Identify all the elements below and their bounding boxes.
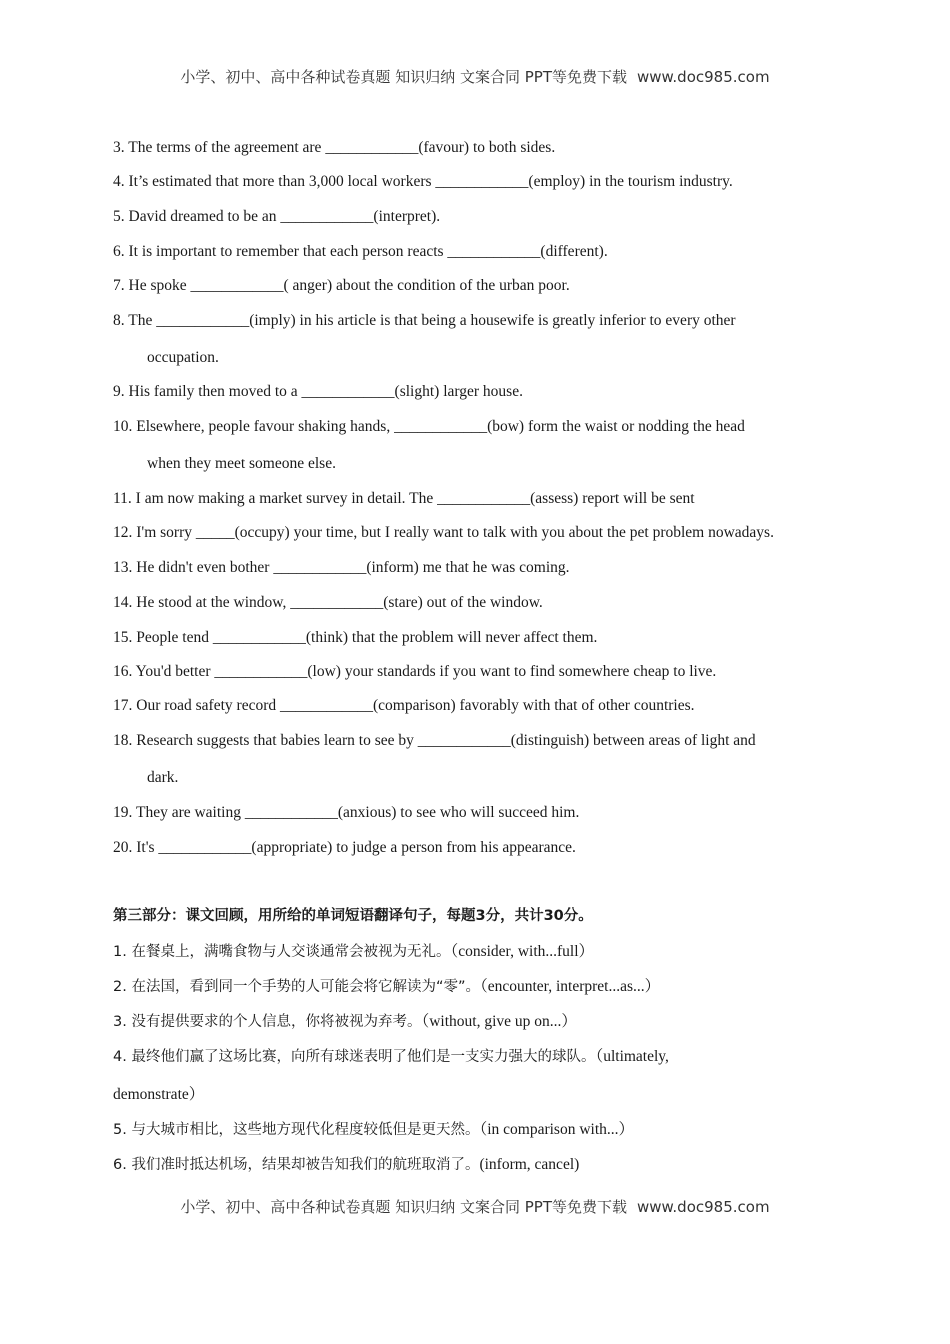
translation-item-4 (113, 1047, 669, 1067)
question-3: 3. The terms of the agreement are ____________(favour) to both sides. (113, 139, 556, 156)
question-7: 7. He spoke ____________( anger) about the condition of the urban poor. (113, 277, 570, 294)
question-19: 19. They are waiting ____________(anxious) to see who will succeed him. (113, 804, 580, 821)
translation-6-hint: (inform, cancel) (479, 1156, 580, 1173)
page-footer (0, 1196, 950, 1217)
header-text: 小学、初中、高中各种试卷真题 知识归纳 文案合同 PPT等免费下载 (180, 68, 627, 86)
translation-6-zh: 6. 我们准时抵达机场，结果却被告知我们的航班取消了。 (113, 1157, 480, 1173)
translation-4-hint-cont: demonstrate） (113, 1086, 205, 1103)
question-6: 6. It is important to remember that each person reacts ____________(different). (113, 243, 608, 260)
question-9: 9. His family then moved to a ____________(slight) larger house. (113, 383, 523, 400)
footer-text: 小学、初中、高中各种试卷真题 知识归纳 文案合同 PPT等免费下载 (180, 1198, 627, 1216)
page-header (0, 66, 950, 87)
question-12: 12. I'm sorry _____(occupy) your time, but I really want to talk with you about the pet problem nowadays. (113, 524, 774, 541)
question-14: 14. He stood at the window, ____________(stare) out of the window. (113, 594, 543, 611)
question-10-cont: when they meet someone else. (147, 455, 336, 472)
translation-4-hint: （ultimately, (595, 1048, 669, 1065)
question-13: 13. He didn't even bother ____________(inform) me that he was coming. (113, 559, 570, 576)
translation-3-hint: （without, give up on...） (421, 1013, 577, 1030)
translation-4-zh: 4. 最终他们赢了这场比赛，向所有球迷表明了他们是一支实力强大的球队。 (113, 1049, 596, 1065)
translation-2-zh: 2. 在法国，看到同一个手势的人可能会将它解读为“零”。 (113, 979, 480, 995)
translation-1-zh: 1. 在餐桌上，满嘴食物与人交谈通常会被视为无礼。 (113, 944, 451, 960)
question-8-cont: occupation. (147, 349, 219, 366)
translation-2-hint: （encounter, interpret...as...） (479, 978, 661, 995)
translation-item-5 (113, 1120, 634, 1140)
translation-item-6 (113, 1155, 579, 1175)
question-10: 10. Elsewhere, people favour shaking hands, ____________(bow) form the waist or nodding the head (113, 418, 745, 435)
question-8: 8. The ____________(imply) in his article is that being a housewife is greatly inferior to every other (113, 312, 736, 329)
translation-item-2 (113, 977, 660, 997)
question-11: 11. I am now making a market survey in detail. The ____________(assess) report will be sent (113, 490, 695, 507)
translation-item-1 (113, 942, 594, 962)
question-18: 18. Research suggests that babies learn to see by ____________(distinguish) between areas of light and (113, 732, 756, 749)
footer-url[interactable]: www.doc985.com (636, 1198, 770, 1216)
translation-5-hint: （in comparison with...） (479, 1121, 635, 1138)
question-20: 20. It's ____________(appropriate) to judge a person from his appearance. (113, 839, 576, 856)
translation-item-4-cont (113, 1085, 204, 1105)
question-5: 5. David dreamed to be an ____________(interpret). (113, 208, 441, 225)
part3-title: 第三部分：课文回顾，用所给的单词短语翻译句子，每题3分，共计30分。 (113, 908, 593, 924)
header-url[interactable]: www.doc985.com (636, 68, 770, 86)
translation-3-zh: 3. 没有提供要求的个人信息，你将被视为弃考。 (113, 1014, 422, 1030)
translation-5-zh: 5. 与大城市相比，这些地方现代化程度较低但是更天然。 (113, 1122, 480, 1138)
translation-item-3 (113, 1012, 577, 1032)
question-16: 16. You'd better ____________(low) your standards if you want to find somewhere cheap to live. (113, 663, 717, 680)
question-15: 15. People tend ____________(think) that the problem will never affect them. (113, 629, 598, 646)
question-17: 17. Our road safety record ____________(comparison) favorably with that of other countries. (113, 697, 695, 714)
question-18-cont: dark. (147, 769, 179, 786)
question-4: 4. It’s estimated that more than 3,000 local workers ____________(employ) in the tourism industry. (113, 173, 733, 190)
translation-1-hint: （consider, with...full） (450, 943, 595, 960)
